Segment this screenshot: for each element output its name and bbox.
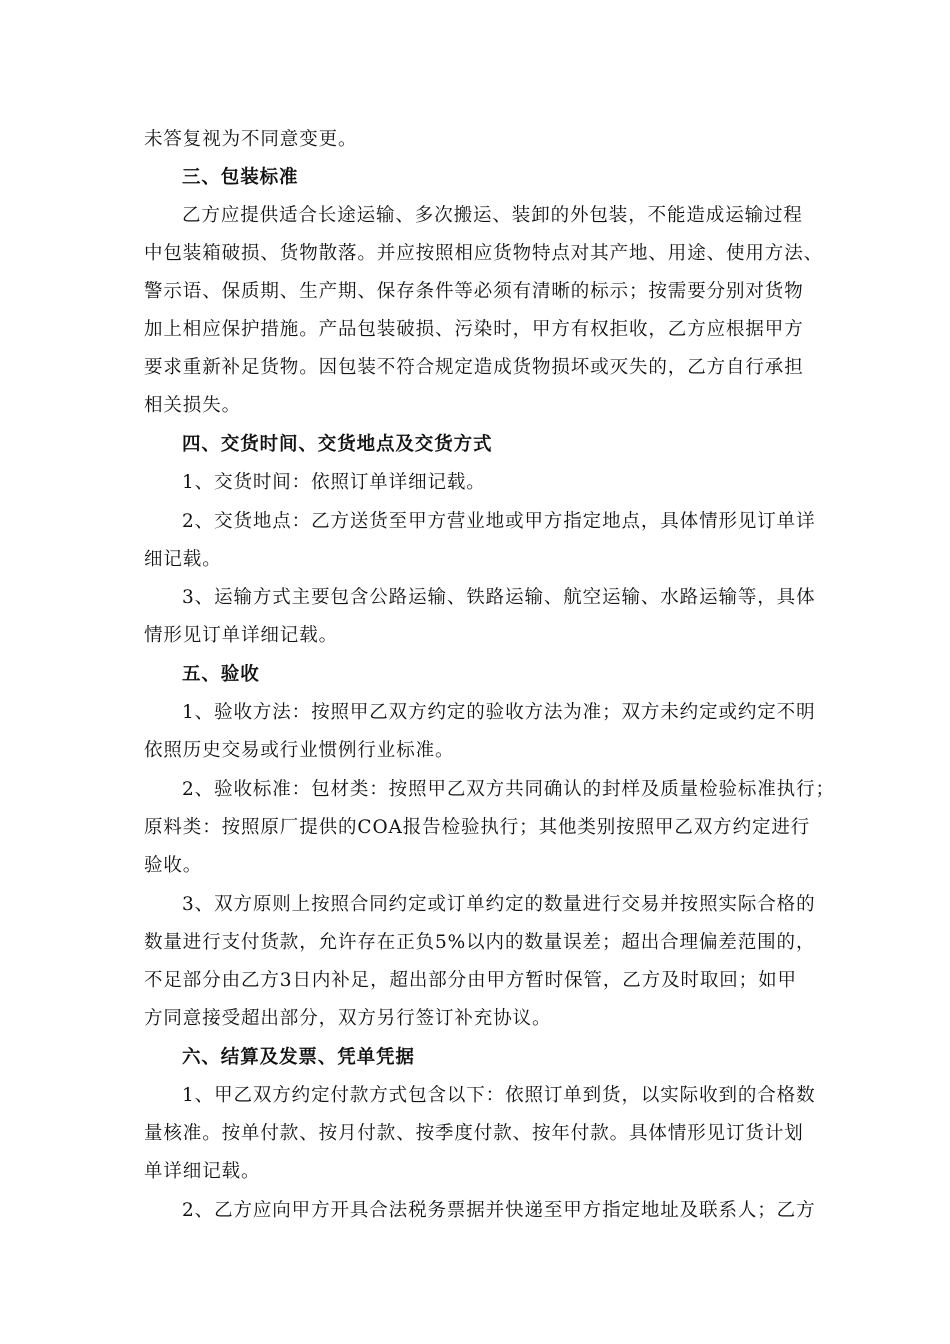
text-line: 相关损失。 [144, 395, 242, 416]
text-line: 2、验收标准：包材类：按照甲乙双方共同确认的封样及质量检验标准执行； [182, 779, 835, 800]
text-line: 数量进行支付货款，允许存在正负5%以内的数量误差；超出合理偏差范围的， [144, 932, 816, 953]
text-line: 2、乙方应向甲方开具合法税务票据并快递至甲方指定地址及联系人；乙方 [182, 1200, 816, 1221]
text-line: 未答复视为不同意变更。 [144, 129, 358, 150]
text-line: 情形见订单详细记载。 [144, 625, 339, 646]
section-heading-delivery: 四、交货时间、交货地点及交货方式 [182, 434, 493, 455]
text-line: 细记载。 [144, 549, 222, 570]
section-heading-packaging: 三、包装标准 [182, 167, 299, 188]
text-line: 1、验收方法：按照甲乙双方约定的验收方法为准；双方未约定或约定不明 [182, 702, 816, 723]
text-line: 1、甲乙双方约定付款方式包含以下：依照订单到货，以实际收到的合格数 [182, 1085, 816, 1106]
text-line: 警示语、保质期、生产期、保存条件等必须有清晰的标示；按需要分别对货物 [144, 281, 804, 302]
text-line: 量核准。按单付款、按月付款、按季度付款、按年付款。具体情形见订货计划 [144, 1123, 804, 1144]
text-line: 2、交货地点：乙方送货至甲方营业地或甲方指定地点，具体情形见订单详 [182, 511, 816, 532]
text-line: 原料类：按照原厂提供的COA报告检验执行；其他类别按照甲乙双方约定进行 [144, 817, 811, 838]
text-line: 要求重新补足货物。因包装不符合规定造成货物损坏或灭失的，乙方自行承担 [144, 357, 804, 378]
text-line: 验收。 [144, 855, 203, 876]
text-line: 1、交货时间：依照订单详细记载。 [182, 472, 486, 493]
text-line: 3、运输方式主要包含公路运输、铁路运输、航空运输、水路运输等，具体 [182, 587, 816, 608]
section-heading-acceptance: 五、验收 [182, 664, 260, 685]
section-heading-settlement: 六、结算及发票、凭单凭据 [182, 1047, 415, 1068]
text-line: 方同意接受超出部分，双方另行签订补充协议。 [144, 1008, 552, 1029]
text-line: 依照历史交易或行业惯例行业标准。 [144, 740, 455, 761]
text-line: 加上相应保护措施。产品包装破损、污染时，甲方有权拒收，乙方应根据甲方 [144, 319, 804, 340]
text-line: 单详细记载。 [144, 1161, 261, 1182]
text-line: 中包装箱破损、货物散落。并应按照相应货物特点对其产地、用途、使用方法、 [144, 243, 824, 264]
text-line: 3、双方原则上按照合同约定或订单约定的数量进行交易并按照实际合格的 [182, 894, 816, 915]
text-line: 乙方应提供适合长途运输、多次搬运、装卸的外包装，不能造成运输过程 [182, 205, 803, 226]
text-line: 不足部分由乙方3日内补足，超出部分由甲方暂时保管，乙方及时取回；如甲 [144, 970, 797, 991]
